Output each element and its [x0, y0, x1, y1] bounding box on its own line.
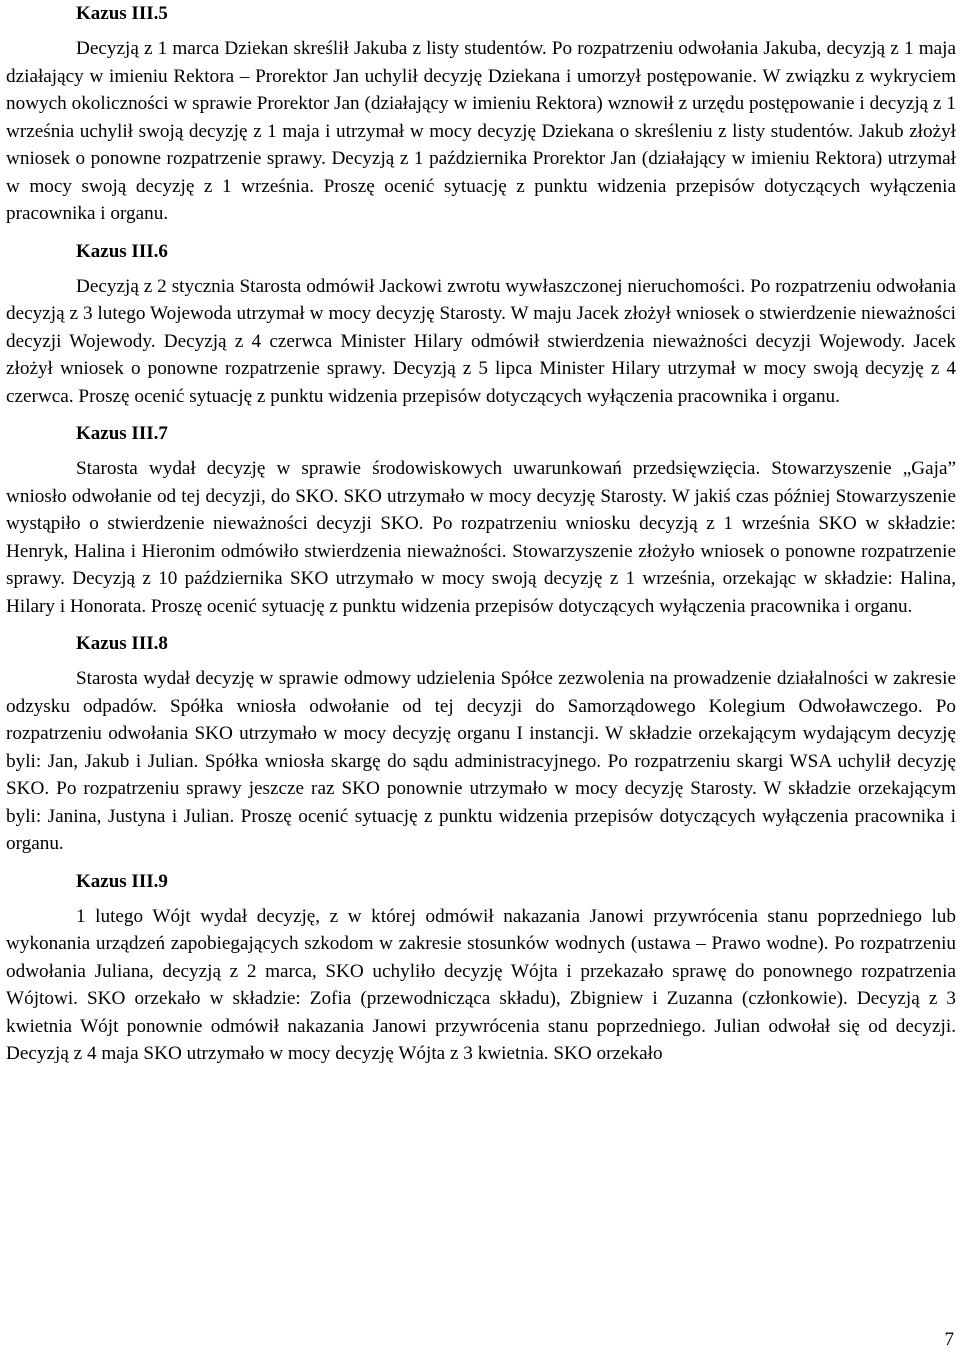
- case-text-iii-8: Starosta wydał decyzję w sprawie odmowy udzielenia Spółce zezwolenia na prowadzenie działalności w zakresie odzysku odpadów. Spółka wniosła odwołanie od tej decyzji do Samorządowego Kolegium Odwoławczego. Po rozpatrzeniu odwołania SKO utrzymało w mocy decyzję organu I instancji. W składzie orzekającym wydającym decyzję byli: Jan, Jakub i Julian. Spółka wniosła skargę do sądu administracyjnego. Po rozpatrzeniu skargi WSA uchylił decyzję SKO. Po rozpatrzeniu sprawy jeszcze raz SKO ponownie utrzymało w mocy decyzję Starosty. W składzie orzekającym byli: Janina, Justyna i Julian. Proszę ocenić sytuację z punktu widzenia przepisów dotyczących wyłączenia pracownika i organu.: [6, 668, 956, 854]
- page-number: 7: [944, 1329, 954, 1350]
- case-text-iii-7: Starosta wydał decyzję w sprawie środowiskowych uwarunkowań przedsięwzięcia. Stowarzyszenie „Gaja” wniosło odwołanie od tej decyzji, do SKO. SKO utrzymało w mocy decyzję Starosty. W jakiś czas później Stowarzyszenie wystąpiło o stwierdzenie nieważności decyzji SKO. Po rozpatrzeniu wniosku decyzją z 1 września SKO w składzie: Henryk, Halina i Hieronim odmówiło stwierdzenia nieważności. Stowarzyszenie złożyło wniosek o ponowne rozpatrzenie sprawy. Decyzją z 10 października SKO utrzymało w mocy swoją decyzję z 1 września, orzekając w składzie: Halina, Hilary i Honorata. Proszę ocenić sytuację z punktu widzenia przepisów dotyczących wyłączenia pracownika i organu.: [6, 458, 956, 617]
- document-page: [6, 0, 956, 1078]
- case-text-iii-6: Decyzją z 2 stycznia Starosta odmówił Jackowi zwrotu wywłaszczonej nieruchomości. Po rozpatrzeniu odwołania decyzją z 3 lutego Wojewoda utrzymał w mocy decyzję Starosty. W maju Jacek złożył wniosek o stwierdzenie nieważności decyzji Wojewody. Decyzją z 4 czerwca Minister Hilary odmówił stwierdzenia nieważności decyzji Wojewody. Jacek złożył wniosek o ponowne rozpatrzenie sprawy. Decyzją z 5 lipca Minister Hilary utrzymał w mocy swoją decyzję z 4 czerwca. Proszę ocenić sytuację z punktu widzenia przepisów dotyczących wyłączenia pracownika i organu.: [6, 275, 956, 407]
- case-title-iii-5: Kazus III.5: [76, 3, 168, 24]
- case-title-iii-6: Kazus III.6: [76, 240, 168, 262]
- case-text-iii-9: 1 lutego Wójt wydał decyzję, z w której odmówił nakazania Janowi przywrócenia stanu poprzedniego lub wykonania urządzeń zapobiegających szkodom w zakresie stosunków wodnych (ustawa – Prawo wodne). Po rozpatrzeniu odwołania Juliana, decyzją z 2 marca, SKO uchyliło decyzję Wójta i przekazało sprawę do ponownego rozpatrzenia Wójtowi. SKO orzekało w składzie: Zofia (przewodnicząca składu), Zbigniew i Zuzanna (członkowie). Decyzją z 3 kwietnia Wójt ponownie odmówił nakazania Janowi przywrócenia stanu poprzedniego. Julian odwołał się od decyzji. Decyzją z 4 maja SKO utrzymało w mocy decyzję Wójta z 3 kwietnia. SKO orzekało: [6, 905, 956, 1064]
- case-title-iii-7: Kazus III.7: [76, 423, 168, 444]
- case-text-iii-5: Decyzją z 1 marca Dziekan skreślił Jakuba z listy studentów. Po rozpatrzeniu odwołania Jakuba, decyzją z 1 maja działający w imieniu Rektora – Prorektor Jan uchylił decyzję Dziekana i umorzył postępowanie. W związku z wykryciem nowych okoliczności w sprawie Prorektor Jan (działający w imieniu Rektora) wznowił z urzędu postępowanie i decyzją z 1 września uchylił swoją decyzję z 1 maja i utrzymał w mocy decyzję Dziekana o skreśleniu z listy studentów. Jakub złożył wniosek o ponowne rozpatrzenie sprawy. Decyzją z 1 października Prorektor Jan (działający w imieniu Rektora) utrzymał w mocy swoją decyzję z 1 września. Proszę ocenić sytuację z punktu widzenia przepisów dotyczących wyłączenia pracownika i organu.: [6, 38, 956, 224]
- case-title-iii-9: Kazus III.9: [76, 870, 168, 892]
- case-title-iii-8: Kazus III.8: [76, 633, 168, 654]
